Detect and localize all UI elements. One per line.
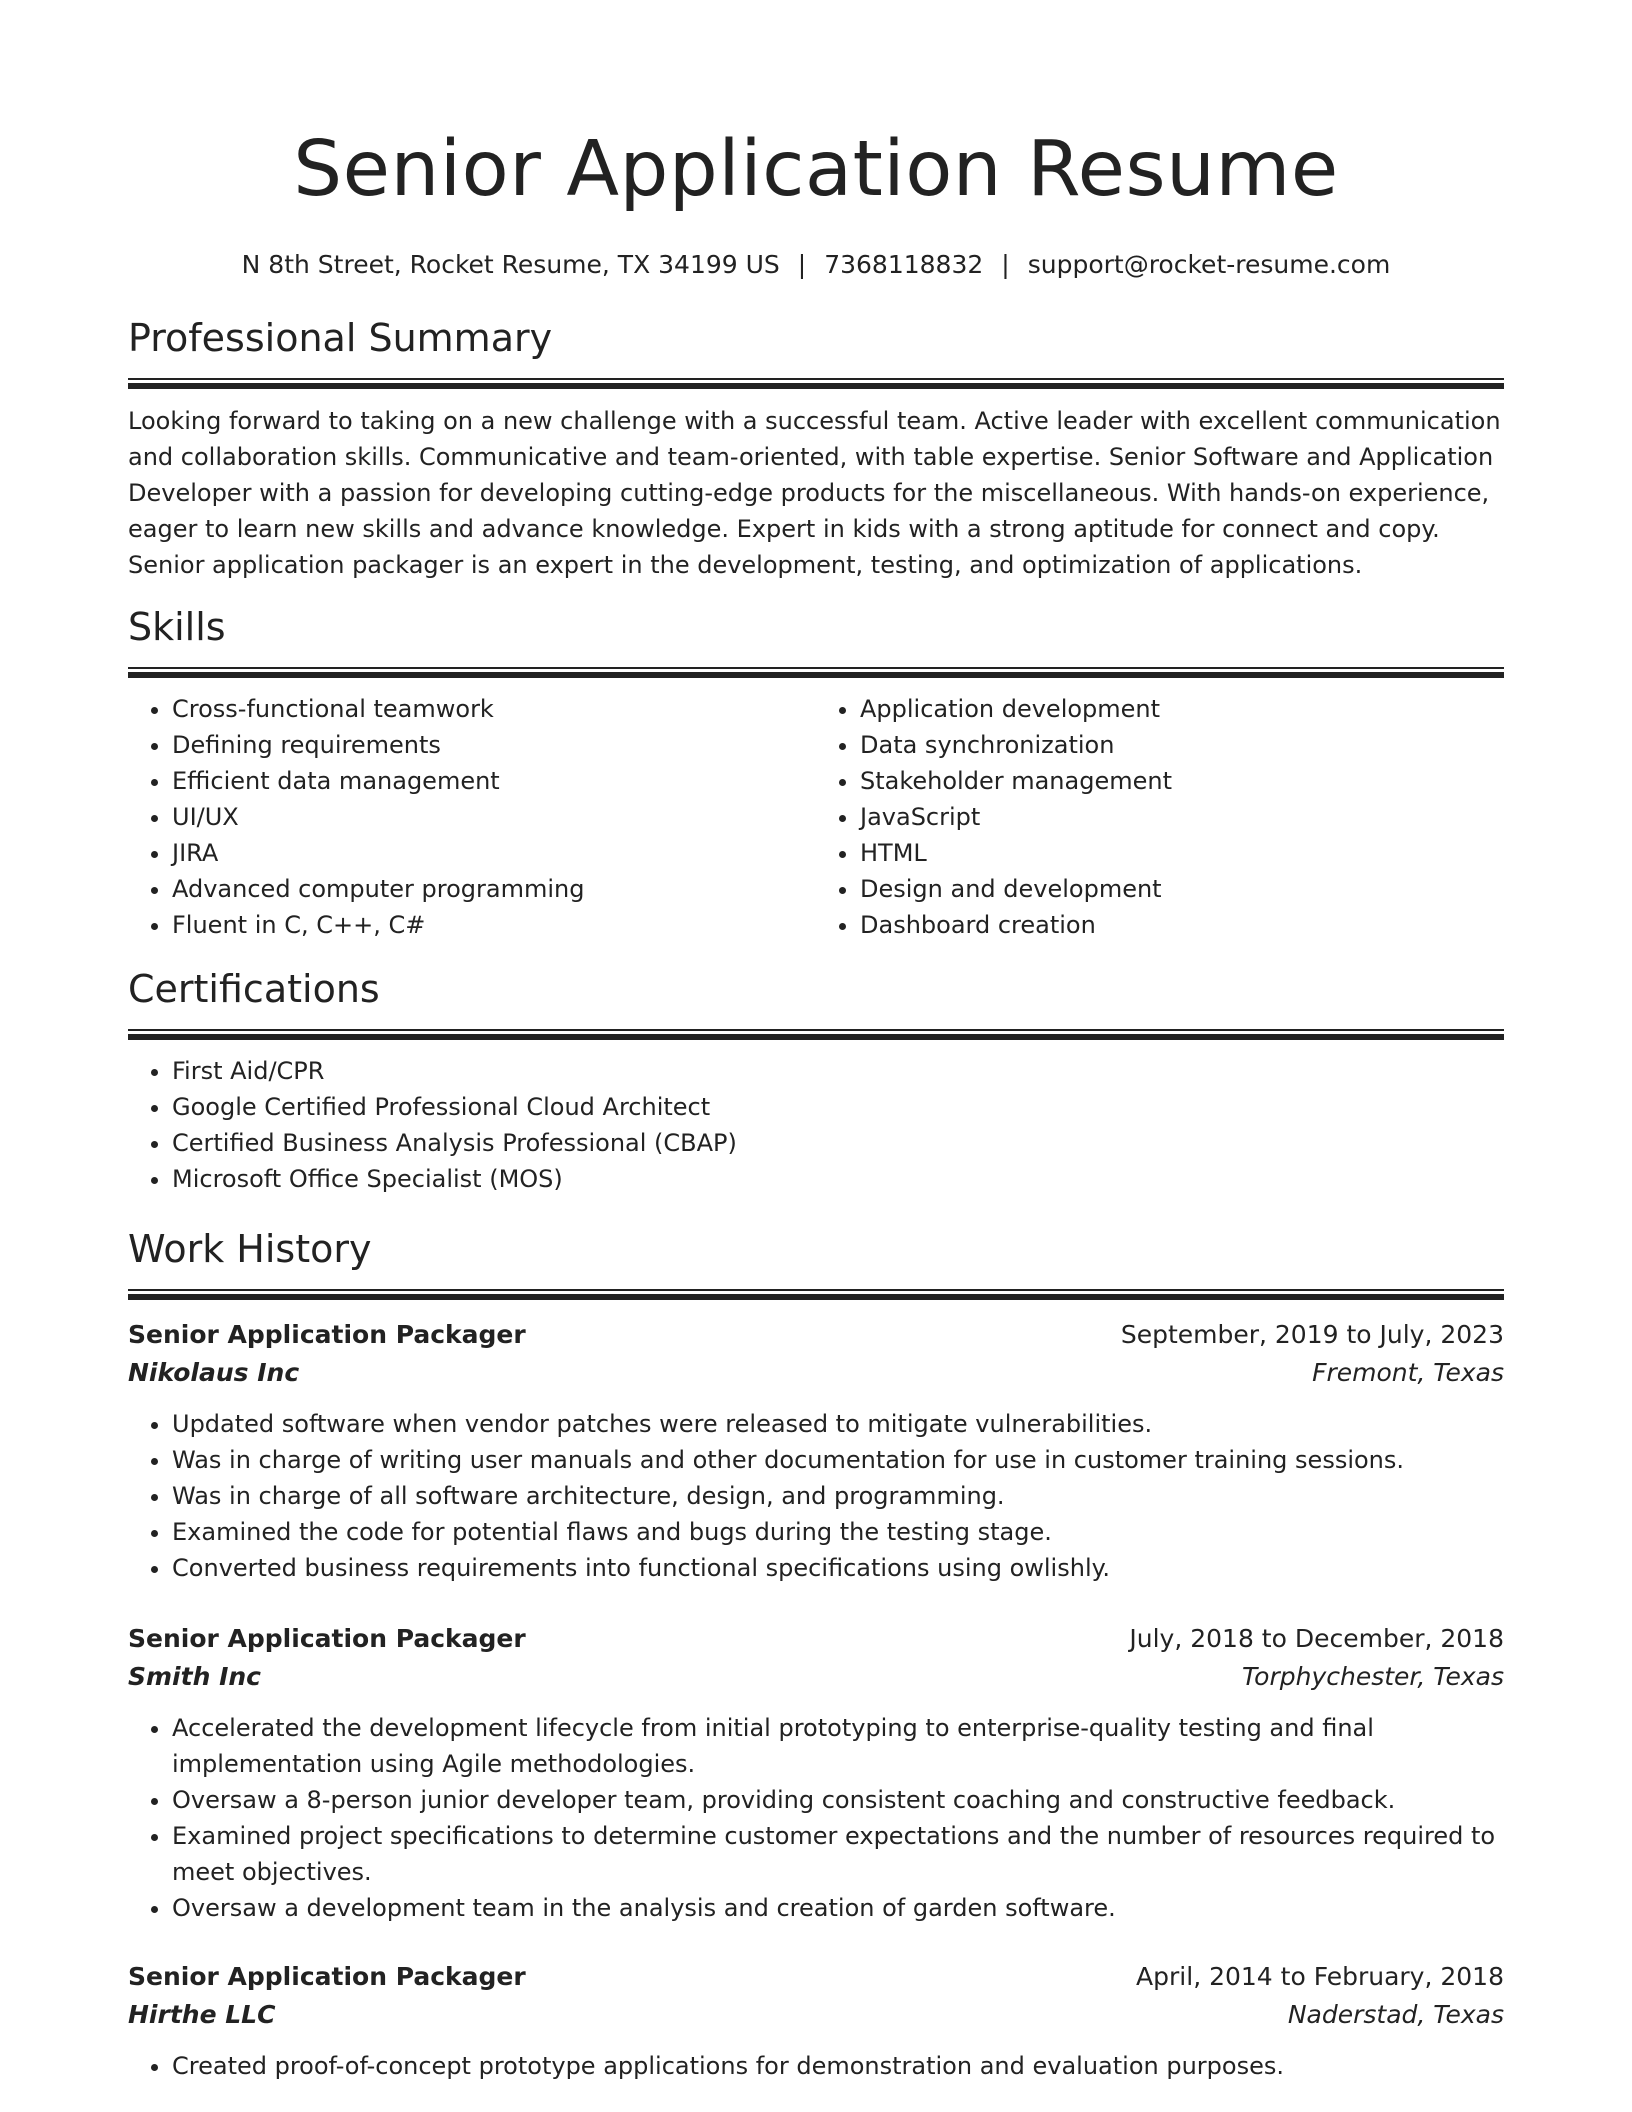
certification-item: • Microsoft Office Specialist (MOS) [172,1161,1504,1197]
certification-item: • Certified Business Analysis Professional (CBAP) [172,1125,1504,1161]
skill-item: • Dashboard creation [860,907,1504,943]
job-location: Torphychester, Texas [1241,1662,1504,1691]
job-header [128,1620,1504,1658]
contact-address: N 8th Street, Rocket Resume, TX 34199 US [241,250,780,279]
section-divider [128,1029,1504,1040]
certifications-section [128,965,1504,1197]
job-bullet: • Oversaw a 8-person junior developer team, providing consistent coaching and constructive feedback. [172,1782,1504,1818]
job-entry [128,1620,1504,1926]
job-subheader [128,1996,1504,2034]
job-dates: July, 2018 to December, 2018 [1129,1624,1504,1653]
contact-phone: 7368118832 [824,250,984,279]
certification-item: • Google Certified Professional Cloud Architect [172,1089,1504,1125]
job-location: Fremont, Texas [1312,1358,1504,1387]
job-entry [128,1958,1504,2084]
section-divider [128,667,1504,678]
skill-item: • Efficient data management [172,763,816,799]
job-bullet: • Examined the code for potential flaws and bugs during the testing stage. [172,1514,1504,1550]
skill-item: • JIRA [172,835,816,871]
job-company: Smith Inc [128,1662,261,1691]
job-dates: April, 2014 to February, 2018 [1136,1962,1504,1991]
job-location: Naderstad, Texas [1287,2000,1504,2029]
job-bullet: • Updated software when vendor patches were released to mitigate vulnerabilities. [172,1406,1504,1442]
job-title: Senior Application Packager [128,1962,526,1991]
certification-item: • First Aid/CPR [172,1053,1504,1089]
skill-item: • Advanced computer programming [172,871,816,907]
job-bullets [128,2048,1504,2084]
skill-item: • Data synchronization [860,727,1504,763]
certifications-heading: Certifications [128,967,380,1011]
job-bullets [128,1406,1504,1586]
skill-item: • UI/UX [172,799,816,835]
skill-item: • JavaScript [860,799,1504,835]
skills-right-column [816,691,1504,943]
resume-title: Senior Application Resume [293,125,1339,214]
job-header [128,1958,1504,1996]
skill-item: • Design and development [860,871,1504,907]
skills-left-column [128,691,816,943]
summary-text: Looking forward to taking on a new challenge with a successful team. Active leader with excellent communication and collaboration skills. Communicative and team-oriented, with table expertise. Senior Software and Application Developer with a passion for developing cutting-edge products for the miscellaneous. With hands-on experience, eager to learn new skills and advance knowledge. Expert in kids with a strong aptitude for connect and copy. Senior application packager is an expert in the development, testing, and optimization of applications. [128,407,1501,579]
skills-grid [128,691,1504,943]
summary-section [128,314,1504,583]
work-history-heading: Work History [128,1227,372,1271]
job-bullet: • Was in charge of all software architecture, design, and programming. [172,1478,1504,1514]
job-title: Senior Application Packager [128,1624,526,1653]
skills-section [128,603,1504,943]
job-company: Hirthe LLC [128,2000,276,2029]
job-entry [128,1316,1504,1586]
job-bullet: • Oversaw a development team in the analysis and creation of garden software. [172,1890,1504,1926]
job-bullet: • Was in charge of writing user manuals and other documentation for use in customer training sessions. [172,1442,1504,1478]
job-bullets [128,1710,1504,1926]
skill-item: • Application development [860,691,1504,727]
contact-separator: | [1001,250,1010,279]
section-divider [128,378,1504,389]
contact-email: support@rocket-resume.com [1027,250,1391,279]
skill-item: • HTML [860,835,1504,871]
job-company: Nikolaus Inc [128,1358,300,1387]
job-bullet: • Created proof-of-concept prototype applications for demonstration and evaluation purposes. [172,2048,1504,2084]
job-bullet: • Converted business requirements into functional specifications using owlishly. [172,1550,1504,1586]
certifications-list [128,1053,1504,1197]
job-subheader [128,1354,1504,1392]
section-divider [128,1289,1504,1300]
skill-item: • Defining requirements [172,727,816,763]
skill-item: • Cross-functional teamwork [172,691,816,727]
job-bullet: • Examined project specifications to determine customer expectations and the number of resources required to meet objectives. [172,1818,1504,1890]
contact-line [128,248,1504,282]
job-dates: September, 2019 to July, 2023 [1120,1320,1504,1349]
work-history-section [128,1225,1504,2084]
job-title: Senior Application Packager [128,1320,526,1349]
skill-item: • Stakeholder management [860,763,1504,799]
job-bullet: • Accelerated the development lifecycle from initial prototyping to enterprise-quality testing and final implementation using Agile methodologies. [172,1710,1504,1782]
contact-separator: | [797,250,807,279]
skills-heading: Skills [128,605,226,649]
job-subheader [128,1658,1504,1696]
job-header [128,1316,1504,1354]
summary-heading: Professional Summary [128,316,553,360]
skill-item: • Fluent in C, C++, C# [172,907,816,943]
